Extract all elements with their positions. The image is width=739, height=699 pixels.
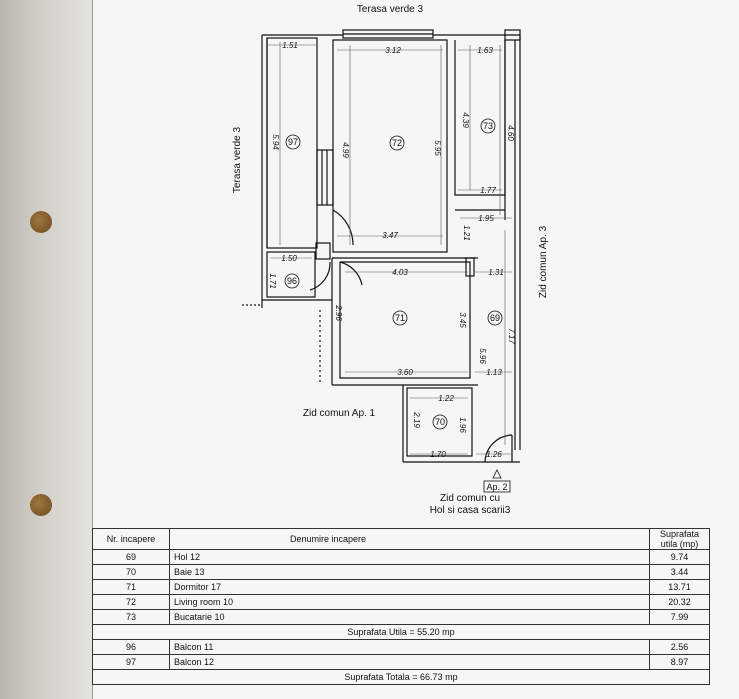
cell-area: 2.56: [650, 640, 710, 655]
dim: 5.96: [478, 348, 487, 364]
dim: 3.60: [397, 368, 413, 377]
cell-nr: 69: [93, 550, 170, 565]
room-70: 70: [434, 417, 446, 427]
dim: 4.03: [392, 268, 408, 277]
cell-area: 9.74: [650, 550, 710, 565]
dim: 2.96: [334, 305, 343, 321]
room-97: 97: [287, 137, 299, 147]
cell-nr: 96: [93, 640, 170, 655]
cell-name: Dormitor 17: [170, 580, 650, 595]
dim: 3.45: [458, 312, 467, 328]
utila-total: Suprafata Utila = 55.20 mp: [93, 625, 710, 640]
table-row: [93, 595, 710, 610]
header-name: Denumire incapere: [170, 529, 650, 550]
header-nr: Nr. incapere: [93, 529, 170, 550]
cell-area: 8.97: [650, 655, 710, 670]
rooms-table: [92, 528, 710, 685]
dim: 1.70: [430, 450, 446, 459]
cell-name: Balcon 12: [170, 655, 650, 670]
table-row: [93, 655, 710, 670]
dim: 1.63: [477, 46, 493, 55]
plan-walls: [242, 30, 520, 462]
cell-nr: 97: [93, 655, 170, 670]
table-header-row: [93, 529, 710, 550]
label-zid-ap3: Zid comun Ap. 3: [538, 225, 549, 299]
dim: 1.71: [268, 273, 277, 289]
cell-area: 13.71: [650, 580, 710, 595]
cell-name: Hol 12: [170, 550, 650, 565]
dim: 1.21: [462, 225, 471, 241]
dim: 3.12: [385, 46, 401, 55]
cell-nr: 73: [93, 610, 170, 625]
table-row: [93, 580, 710, 595]
table-row: [93, 610, 710, 625]
room-72: 72: [391, 138, 403, 148]
dim: 3.47: [382, 231, 398, 240]
dim: 2.19: [412, 412, 421, 428]
dim: 4.39: [461, 112, 470, 128]
cell-nr: 72: [93, 595, 170, 610]
dim: 1.95: [478, 214, 494, 223]
dim: 1.51: [282, 41, 298, 50]
cell-area: 3.44: [650, 565, 710, 580]
dim: 1.13: [486, 368, 502, 377]
room-73: 73: [482, 121, 494, 131]
label-ap2: Ap. 2: [486, 482, 508, 492]
cell-nr: 70: [93, 565, 170, 580]
dim: 7.17: [507, 328, 516, 344]
dim: 1.96: [458, 417, 467, 433]
dim: 1.26: [486, 450, 502, 459]
dimension-texts: [268, 41, 516, 459]
cell-name: Baie 13: [170, 565, 650, 580]
cell-name: Balcon 11: [170, 640, 650, 655]
dim: 1.50: [281, 254, 297, 263]
dim: 5.95: [433, 140, 442, 156]
cell-area: 20.32: [650, 595, 710, 610]
grand-total: Suprafata Totala = 66.73 mp: [93, 670, 710, 685]
cell-nr: 71: [93, 580, 170, 595]
label-zid-hol-2: Hol si casa scarii3: [429, 505, 511, 516]
table-row: [93, 550, 710, 565]
cell-name: Living room 10: [170, 595, 650, 610]
dim: 4.99: [341, 142, 350, 158]
table-row: [93, 640, 710, 655]
dim: 1.31: [488, 268, 504, 277]
room-69: 69: [489, 313, 501, 323]
dim: 5.94: [271, 134, 280, 150]
label-zid-ap1: Zid comun Ap. 1: [302, 408, 376, 419]
room-71: 71: [394, 313, 406, 323]
utila-total-row: [93, 625, 710, 640]
dim: 1.22: [438, 394, 454, 403]
ap2-marker: [493, 470, 501, 478]
dim: 4.60: [506, 125, 515, 141]
label-terrace-top: Terasa verde 3: [356, 4, 424, 15]
room-96: 96: [286, 276, 298, 286]
dim: 1.77: [480, 186, 496, 195]
header-area: Suprafata utila (mp): [650, 529, 710, 550]
table-row: [93, 565, 710, 580]
grand-total-row: [93, 670, 710, 685]
label-zid-hol-1: Zid comun cu: [439, 493, 501, 504]
cell-area: 7.99: [650, 610, 710, 625]
label-terrace-left: Terasa verde 3: [232, 126, 243, 194]
cell-name: Bucatarie 10: [170, 610, 650, 625]
